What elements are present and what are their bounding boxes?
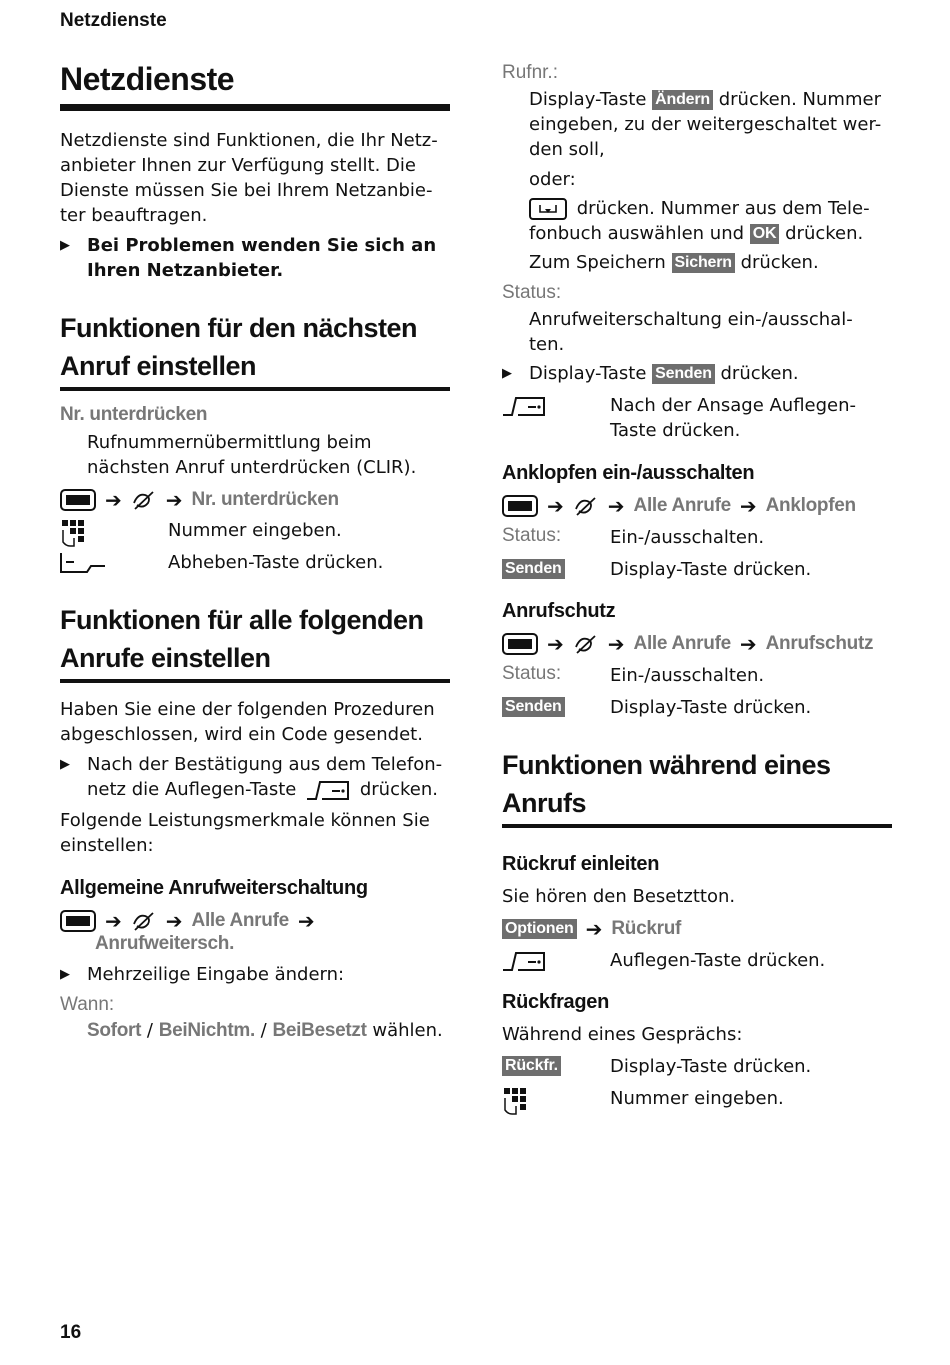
subheading-anklopfen: Anklopfen ein-/ausschalten	[502, 462, 755, 484]
row-senden-anklopfen	[502, 557, 892, 583]
text-span: Display-Taste	[529, 89, 647, 110]
bullet-triangle-icon: ▶	[60, 238, 70, 253]
phonebook-key-icon[interactable]	[529, 198, 567, 220]
display-key-sichern[interactable]: Sichern	[672, 253, 735, 273]
text-line: eingeben, zu der weitergeschaltet wer-	[529, 114, 882, 135]
nav-item-rueckruf[interactable]: Rückruf	[611, 918, 682, 939]
heading-line: Funktionen für den nächsten	[60, 313, 418, 343]
heading-line: Funktionen während eines	[502, 750, 831, 780]
nav-path-clir	[60, 487, 450, 513]
page-title: Netzdienste	[60, 61, 235, 97]
multiline-bullet	[60, 962, 450, 987]
section-heading-next-call	[60, 309, 450, 385]
step-text: Nummer eingeben.	[168, 520, 342, 541]
row-rueckfr	[502, 1054, 892, 1080]
arrow-icon: ➔	[297, 909, 315, 933]
intro-line: abgeschlossen, wird ein Code gesendet.	[60, 724, 423, 745]
text-span: Display-Taste	[529, 363, 647, 384]
text-line: Taste drücken.	[610, 420, 741, 441]
arrow-icon: ➔	[607, 632, 625, 656]
call-forward-icon	[131, 489, 157, 511]
text-line: ten.	[529, 334, 565, 355]
status-description	[502, 307, 892, 357]
wann-options	[60, 1018, 450, 1043]
end-call-key-icon[interactable]	[502, 395, 546, 417]
call-forward-icon	[131, 910, 157, 932]
confirm-bullet	[60, 752, 450, 802]
arrow-icon: ➔	[585, 917, 603, 941]
call-forward-icon	[573, 495, 599, 517]
tip-line: Ihren Netzanbieter.	[87, 260, 284, 281]
intro-line: Dienste müssen Sie bei Ihrem Netzanbie-	[60, 180, 433, 201]
text-span: drücken.	[740, 252, 819, 273]
section-rule	[60, 387, 450, 391]
bullet-triangle-icon: ▶	[502, 366, 512, 381]
nav-path-anrufschutz	[502, 631, 892, 657]
display-key-rueckfr[interactable]: Rückfr.	[502, 1056, 561, 1076]
step-text	[610, 393, 856, 443]
text-line: Nach der Ansage Auflegen-	[610, 395, 857, 416]
step-text: Nummer eingeben.	[610, 1088, 784, 1109]
nav-item-anklopfen[interactable]: Anklopfen	[765, 495, 856, 516]
section-rule	[502, 824, 892, 828]
text-line	[529, 87, 892, 112]
text-line: einstellen:	[60, 835, 154, 856]
intro-line: ter beauftragen.	[60, 205, 208, 226]
bullet-line	[87, 777, 450, 802]
row-senden-anrufschutz	[502, 695, 892, 721]
arrow-icon: ➔	[739, 632, 757, 656]
step-text: Abheben-Taste drücken.	[168, 552, 384, 573]
status-value: Ein-/ausschalten.	[610, 665, 765, 686]
bullet-line: Nach der Bestätigung aus dem Telefon-	[87, 754, 443, 775]
arrow-icon: ➔	[165, 909, 183, 933]
arrow-icon: ➔	[739, 494, 757, 518]
heading-line: Funktionen für alle folgenden	[60, 605, 424, 635]
option-beibesetzt[interactable]: BeiBesetzt	[272, 1020, 367, 1041]
step-enter-number-rueckfragen	[502, 1086, 892, 1116]
text-line	[529, 196, 892, 221]
display-key-senden[interactable]: Senden	[502, 559, 565, 579]
step-text: Display-Taste drücken.	[610, 1056, 812, 1077]
text-span: drücken.	[785, 223, 864, 244]
nav-item-alle-anrufe[interactable]: Alle Anrufe	[633, 633, 731, 654]
save-instruction	[502, 250, 892, 275]
text-span: drücken. Nummer	[718, 89, 881, 110]
arrow-icon: ➔	[607, 494, 625, 518]
features-intro	[60, 808, 450, 858]
text-line: den soll,	[529, 139, 605, 160]
step-hangup-after-announcement	[502, 393, 892, 443]
nav-item-nr-unterdruecken[interactable]: Nr. unterdrücken	[191, 489, 339, 510]
nav-item-anrufweitersch[interactable]: Anrufweitersch.	[95, 933, 235, 954]
arrow-icon: ➔	[547, 632, 564, 656]
menu-key-icon[interactable]	[60, 910, 96, 932]
call-forward-icon	[573, 633, 599, 655]
running-header: Netzdienste	[60, 10, 167, 31]
arrow-icon: ➔	[547, 494, 564, 518]
heading-line: Anruf einstellen	[60, 351, 257, 381]
keypad-icon	[502, 1086, 532, 1116]
nav-path-rueckruf	[502, 916, 892, 942]
during-call-text: Während eines Gesprächs:	[502, 1024, 743, 1045]
row-status-anrufschutz	[502, 663, 892, 689]
intro-line: anbieter Ihnen zur Verfügung stellt. Die	[60, 155, 416, 176]
nav-item-alle-anrufe[interactable]: Alle Anrufe	[633, 495, 731, 516]
separator: /	[260, 1020, 267, 1041]
step-text: Auflegen-Taste drücken.	[610, 950, 826, 971]
text-span: drücken. Nummer aus dem Tele-	[576, 198, 870, 219]
status-value: Ein-/ausschalten.	[610, 527, 765, 548]
step-talk-key	[60, 550, 450, 576]
step-text: Display-Taste drücken.	[610, 697, 812, 718]
arrow-icon: ➔	[165, 488, 183, 512]
send-bullet	[502, 361, 892, 386]
menu-key-icon[interactable]	[502, 495, 538, 517]
menu-key-icon[interactable]	[502, 633, 538, 655]
section-heading-all-calls	[60, 601, 450, 677]
display-key-optionen[interactable]: Optionen	[502, 919, 577, 939]
end-call-key-icon[interactable]	[502, 950, 546, 972]
sec2-intro	[60, 697, 450, 747]
menu-key-icon[interactable]	[60, 489, 96, 511]
nav-item-alle-anrufe[interactable]: Alle Anrufe	[191, 910, 289, 931]
field-label-rufnr: Rufnr.:	[502, 62, 558, 83]
bullet-text: netz die Auflegen-Taste	[87, 779, 297, 800]
nav-item-anrufschutz[interactable]: Anrufschutz	[765, 633, 874, 654]
heading-line: Anrufs	[502, 788, 586, 818]
display-key-senden[interactable]: Senden	[652, 364, 715, 384]
option-beinichtm[interactable]: BeiNichtm.	[158, 1020, 255, 1041]
bullet-text: drücken.	[359, 779, 438, 800]
intro-line: Netzdienste sind Funktionen, die Ihr Netz-	[60, 130, 438, 151]
option-sofort[interactable]: Sofort	[87, 1020, 142, 1041]
rufnr-instructions	[502, 87, 892, 162]
display-key-aendern[interactable]: Ändern	[652, 90, 713, 110]
page-number: 16	[60, 1322, 82, 1343]
subheading-rueckruf: Rückruf einleiten	[502, 853, 660, 875]
text-line: Anrufweiterschaltung ein-/ausschal-	[529, 309, 853, 330]
arrow-icon: ➔	[105, 488, 122, 512]
field-label-status: Status:	[502, 663, 562, 684]
desc-line: nächsten Anruf unterdrücken (CLIR).	[87, 457, 417, 478]
text-span: fonbuch auswählen und	[529, 223, 745, 244]
arrow-icon: ➔	[105, 909, 122, 933]
step-enter-number	[60, 518, 450, 548]
suffix-text: wählen.	[372, 1020, 443, 1041]
subheading-call-forwarding: Allgemeine Anrufweiterschaltung	[60, 877, 368, 899]
text-line	[529, 221, 892, 246]
heading-line: Anrufe einstellen	[60, 643, 271, 673]
intro-line: Haben Sie eine der folgenden Prozeduren	[60, 699, 435, 720]
section-rule	[60, 679, 450, 683]
text-span: Zum Speichern	[529, 252, 666, 273]
field-label-wann: Wann:	[60, 994, 115, 1015]
bullet-triangle-icon: ▶	[60, 967, 70, 982]
oder-text: oder:	[529, 169, 576, 190]
subheading-rueckfragen: Rückfragen	[502, 991, 610, 1013]
row-status-anklopfen	[502, 525, 892, 551]
talk-key-icon[interactable]	[60, 552, 106, 574]
end-call-key-icon[interactable]	[306, 779, 350, 801]
clir-description	[60, 430, 450, 480]
title-rule	[60, 104, 450, 111]
tip-line: Bei Problemen wenden Sie sich an	[87, 235, 437, 256]
display-key-senden[interactable]: Senden	[502, 697, 565, 717]
field-label-status: Status:	[502, 525, 562, 546]
field-label-status: Status:	[502, 282, 562, 303]
bullet-triangle-icon: ▶	[60, 757, 70, 772]
text-span: drücken.	[720, 363, 799, 384]
nav-path-forwarding	[60, 908, 450, 934]
menu-label-nr-unterdruecken: Nr. unterdrücken	[60, 404, 208, 425]
keypad-icon	[60, 518, 90, 548]
desc-line: Rufnummernübermittlung beim	[87, 432, 372, 453]
section-heading-during-call	[502, 746, 892, 822]
display-key-ok[interactable]: OK	[750, 224, 780, 244]
bullet-line: Mehrzeilige Eingabe ändern:	[87, 964, 345, 985]
step-hangup-rueckruf	[502, 948, 892, 974]
nav-path-anklopfen	[502, 493, 892, 519]
phonebook-instructions	[502, 196, 892, 246]
separator: /	[146, 1020, 153, 1041]
intro-paragraph	[60, 128, 450, 228]
busy-text: Sie hören den Besetztton.	[502, 886, 736, 907]
tip-bullet	[60, 233, 450, 283]
text-line: Folgende Leistungsmerkmale können Sie	[60, 810, 430, 831]
step-text: Display-Taste drücken.	[610, 559, 812, 580]
subheading-anrufschutz: Anrufschutz	[502, 600, 616, 622]
